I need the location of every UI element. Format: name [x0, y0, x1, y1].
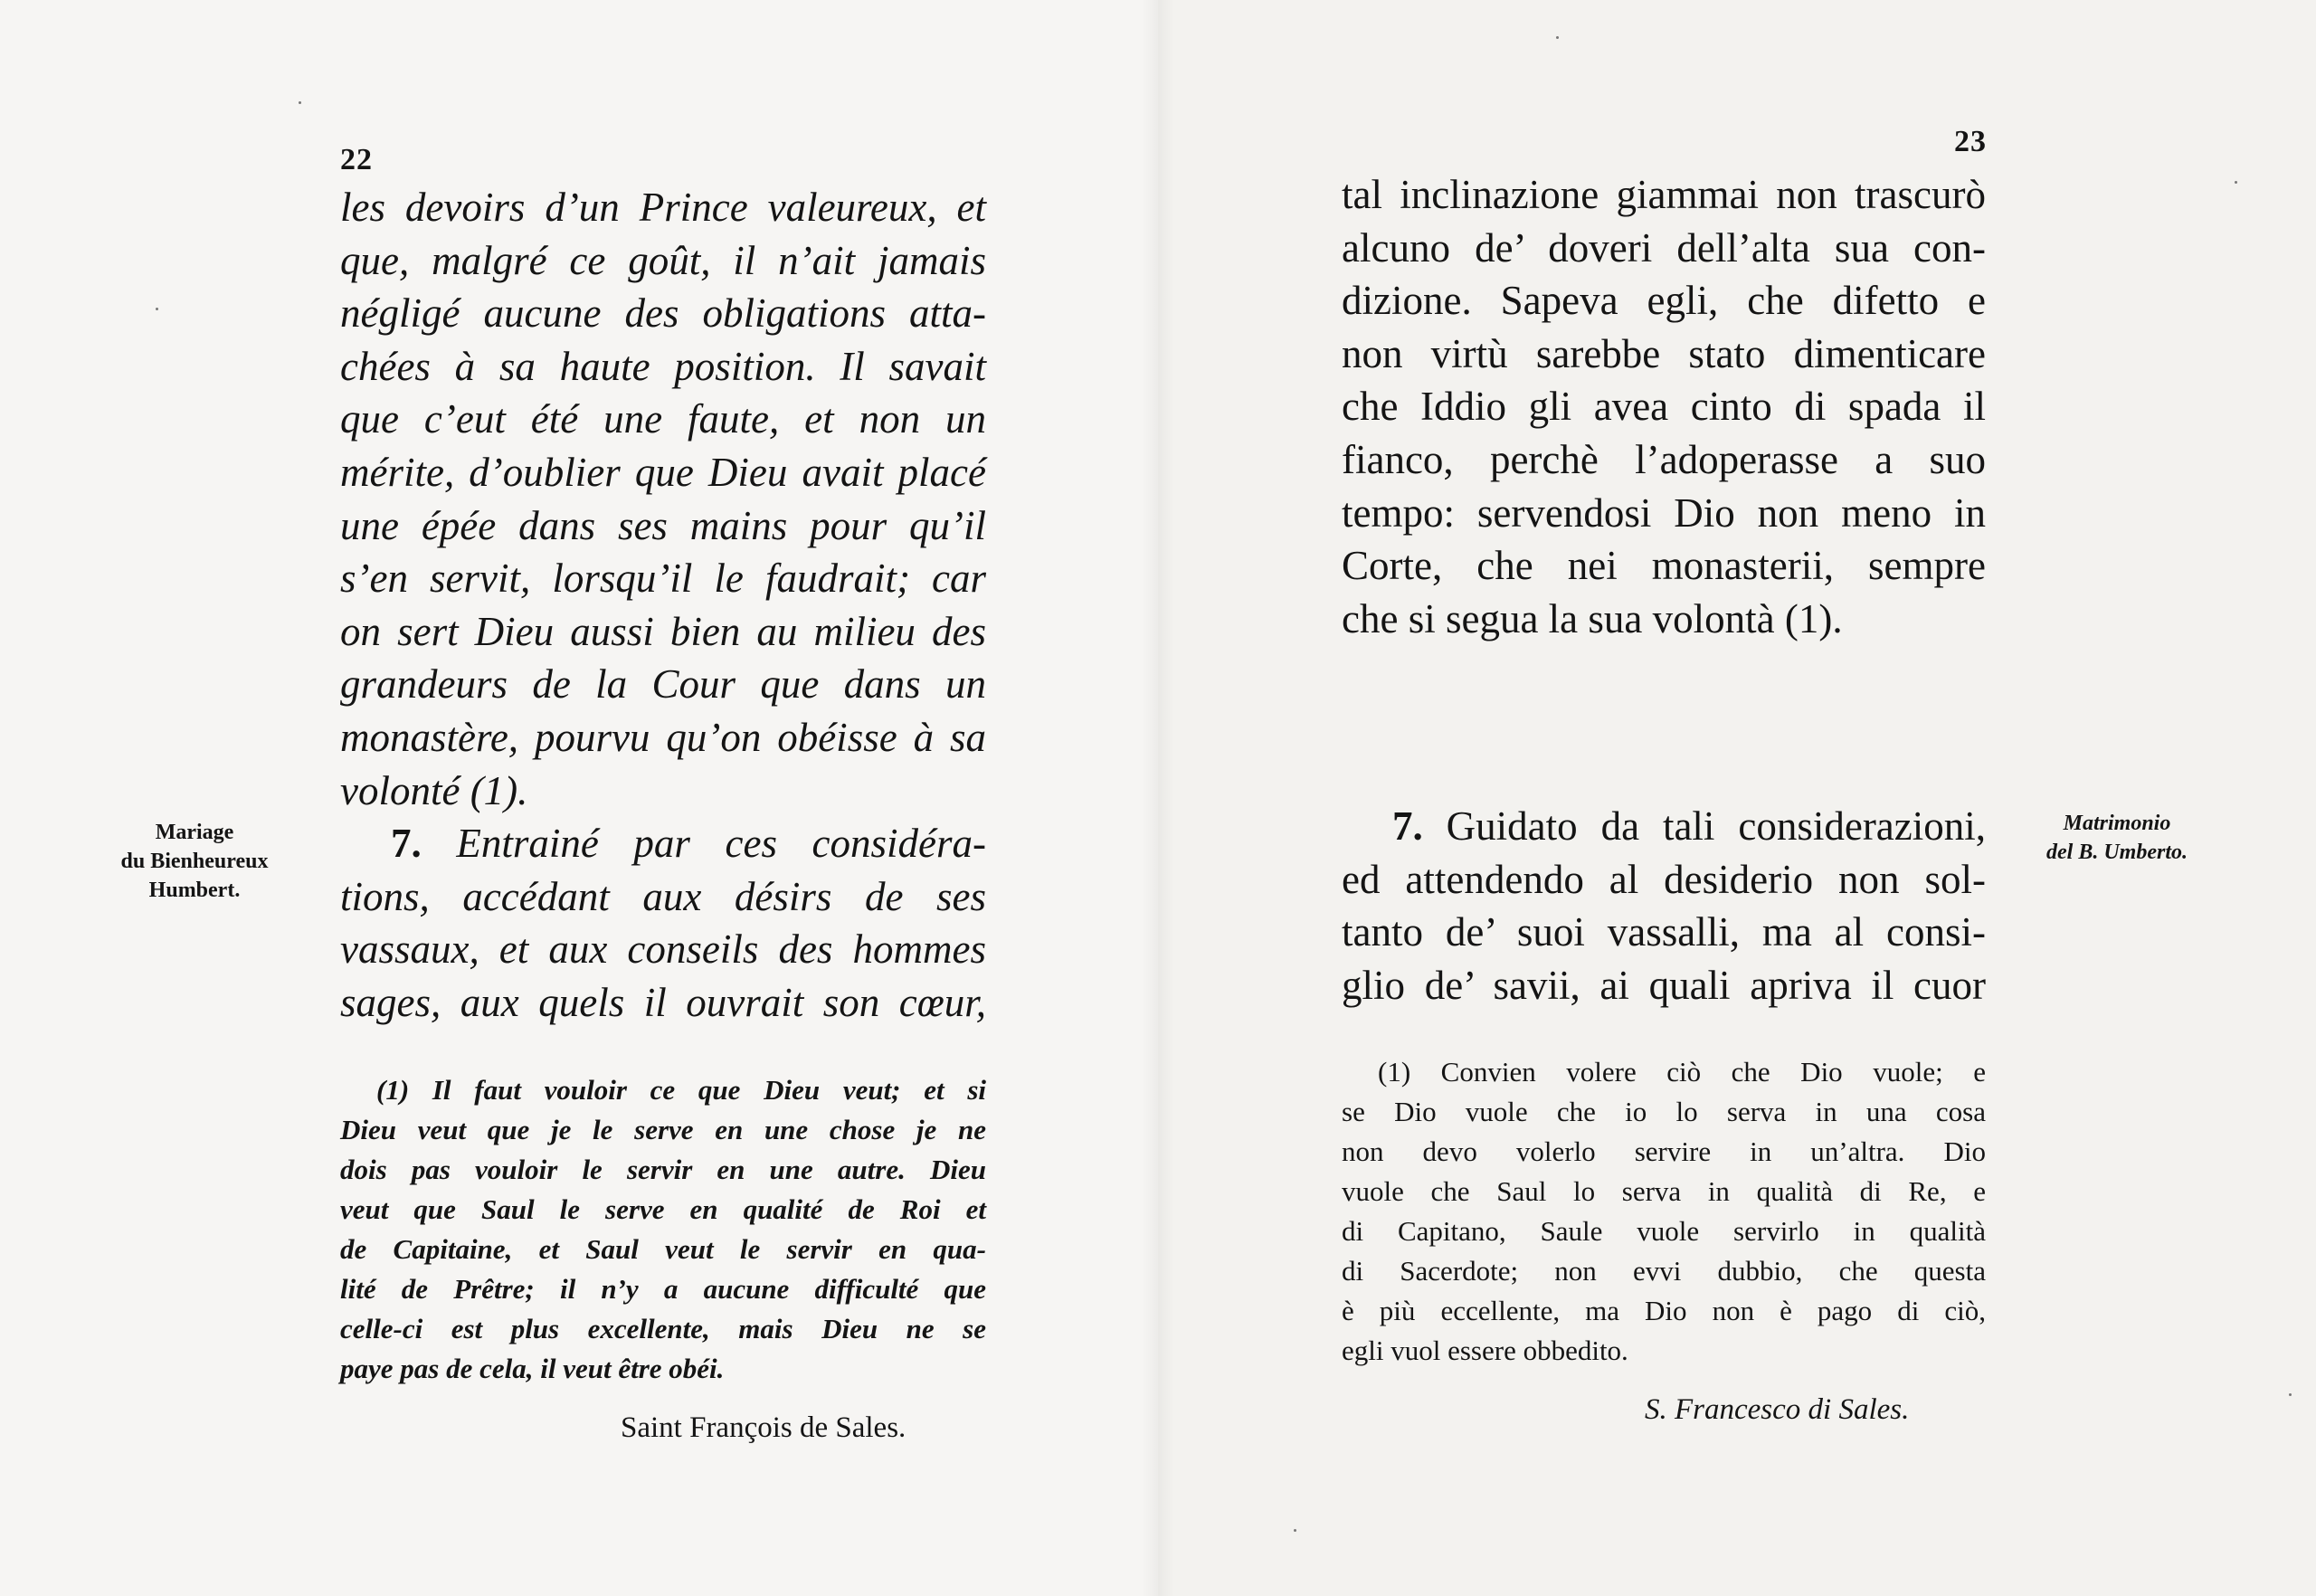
- footnote: [1342, 1052, 1986, 1371]
- text-line: monastère, pourvu qu’on obéisse à sa: [340, 714, 986, 760]
- text-line: on sert Dieu aussi bien au milieu des: [340, 608, 986, 654]
- text-line: non virtù sarebbe stato dimenticare: [1342, 330, 1986, 376]
- side-note-line: del B. Umberto.: [2046, 841, 2188, 864]
- text-line: ed attendendo al desiderio non sol-: [1342, 856, 1986, 902]
- attribution: S. Francesco di Sales.: [1645, 1393, 1910, 1426]
- attribution: Saint François de Sales.: [621, 1411, 906, 1444]
- footnote-line: dois pas vouloir le servir en une autre. Dieu: [340, 1154, 986, 1185]
- main-text: [340, 181, 986, 1030]
- paragraph-7-first-line: [1342, 800, 1986, 853]
- footnote-line: di Sacerdote; non evvi dubbio, che questa: [1342, 1255, 1986, 1287]
- paper-speck: [1294, 1529, 1296, 1532]
- footnote-line: lité de Prêtre; il n’y a aucune difficulté que: [340, 1273, 986, 1305]
- text-line: dizione. Sapeva egli, che difetto e: [1342, 278, 1986, 324]
- text-line: Entrainé par ces considéra-: [456, 821, 986, 867]
- side-note-line: Mariage: [155, 821, 234, 844]
- text-line: vassaux, et aux conseils des hommes: [340, 926, 986, 973]
- paper-speck: [156, 308, 158, 310]
- side-note: [90, 818, 299, 905]
- paragraph-7-first-line: [340, 817, 986, 870]
- book-gutter: [1142, 0, 1174, 1596]
- text-line: négligé aucune des obligations atta-: [340, 290, 986, 337]
- text-line: che Iddio gli avea cinto di spada il: [1342, 384, 1986, 430]
- footnote-line: se Dio vuole che io lo serva in una cosa: [1342, 1096, 1986, 1127]
- text-line: Guidato da tali considerazioni,: [1446, 803, 1987, 849]
- footnote-line: egli vuol essere obbedito.: [1342, 1335, 1628, 1366]
- text-line: tanto de’ suoi vassalli, ma al consi-: [1342, 909, 1986, 955]
- paragraph-number: 7.: [391, 821, 422, 867]
- footnote-line: non devo volerlo servire in un’altra. Dio: [1342, 1135, 1986, 1167]
- text-line: tempo: servendosi Dio non meno in: [1342, 489, 1986, 536]
- text-line: que, malgré ce goût, il n’ait jamais: [340, 237, 986, 283]
- text-line: les devoirs d’un Prince valeureux, et: [340, 185, 986, 230]
- page-number: 22: [340, 143, 373, 176]
- footnote-line: de Capitaine, et Saul veut le servir en qua-: [340, 1233, 986, 1265]
- footnote-line: paye pas de cela, il veut être obéi.: [340, 1353, 725, 1384]
- text-line: che si segua la sua volontà (1).: [1342, 595, 1843, 641]
- text-line: sages, aux quels il ouvrait son cœur,: [340, 979, 986, 1025]
- page-number: 23: [1954, 125, 1987, 158]
- footnote-line: Dieu veut que je le serve en une chose je ne: [340, 1114, 986, 1145]
- text-line: s’en servit, lorsqu’il le faudrait; car: [340, 556, 986, 602]
- text-line: tions, accédant aux désirs de ses: [340, 873, 986, 919]
- side-note-line: Matrimonio: [2063, 812, 2171, 835]
- side-note: [2026, 809, 2207, 867]
- paragraph-7: [1342, 800, 1986, 1012]
- footnote-line: (1) Il faut vouloir ce que Dieu veut; et si: [376, 1074, 986, 1106]
- main-text: [1342, 168, 1986, 645]
- footnote-line: celle-ci est plus excellente, mais Dieu ne se: [340, 1313, 986, 1344]
- text-line: chées à sa haute position. Il savait: [340, 343, 986, 389]
- side-note-line: Humbert.: [148, 879, 241, 902]
- text-line: glio de’ savii, ai quali apriva il cuor: [1342, 962, 1986, 1008]
- text-line: une épée dans ses mains pour qu’il: [340, 502, 986, 548]
- paper-speck: [1556, 36, 1559, 39]
- text-line: mérite, d’oublier que Dieu avait placé: [340, 449, 986, 495]
- text-line: volonté (1).: [340, 767, 528, 813]
- text-line: Corte, che nei monasterii, sempre: [1342, 543, 1986, 589]
- side-note-line: du Bienheureux: [120, 850, 269, 873]
- text-line: tal inclinazione giammai non trascurò: [1342, 172, 1986, 217]
- text-line: alcuno de’ doveri dell’alta sua con-: [1342, 224, 1986, 271]
- paper-speck: [299, 101, 301, 104]
- text-line: grandeurs de la Cour que dans un: [340, 661, 986, 708]
- paper-speck: [2289, 1393, 2292, 1396]
- paper-speck: [2235, 181, 2237, 184]
- footnote: [340, 1070, 986, 1389]
- footnote-line: è più eccellente, ma Dio non è pago di ciò,: [1342, 1295, 1986, 1326]
- footnote-line: di Capitano, Saule vuole servirlo in qualità: [1342, 1215, 1986, 1247]
- paragraph-number: 7.: [1392, 803, 1423, 849]
- footnote-line: vuole che Saul lo serva in qualità di Re, e: [1342, 1175, 1986, 1207]
- footnote-line: (1) Convien volere ciò che Dio vuole; e: [1378, 1056, 1986, 1088]
- text-line: que c’eut été une faute, et non un: [340, 396, 986, 442]
- text-line: fianco, perchè l’adoperasse a suo: [1342, 436, 1986, 482]
- footnote-line: veut que Saul le serve en qualité de Roi et: [340, 1193, 986, 1225]
